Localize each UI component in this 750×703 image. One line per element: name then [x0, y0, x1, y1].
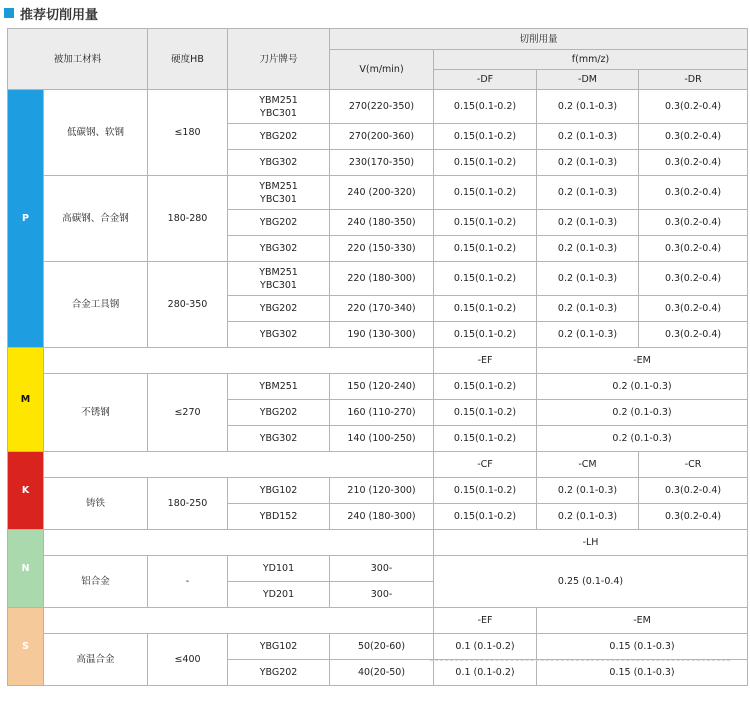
- speed-cell: 190 (130-300): [330, 322, 434, 348]
- header-col-dm: -DM: [537, 70, 639, 90]
- grade-cell: YBM251: [228, 374, 330, 400]
- feed-cell: 0.3(0.2-0.4): [639, 176, 748, 210]
- table-row: [8, 262, 748, 296]
- group-badge-k: K: [8, 452, 44, 530]
- table-row: [8, 374, 748, 400]
- table-row: [8, 90, 748, 124]
- feed-cell: 0.3(0.2-0.4): [639, 504, 748, 530]
- group-badge-p: P: [8, 90, 44, 348]
- header-material: 被加工材料: [8, 29, 148, 90]
- feed-cell: 0.15(0.1-0.2): [434, 210, 537, 236]
- grade-cell: YBM251 YBC301: [228, 262, 330, 296]
- group-badge-s: S: [8, 608, 44, 686]
- feed-cell: 0.15(0.1-0.2): [434, 426, 537, 452]
- group-badge-n: N: [8, 530, 44, 608]
- table-row: [8, 348, 748, 374]
- sub-header-em: -EM: [537, 348, 748, 374]
- feed-cell: 0.15(0.1-0.2): [434, 236, 537, 262]
- table-row: [8, 176, 748, 210]
- table-row: [8, 478, 748, 504]
- speed-cell: 270(200-360): [330, 124, 434, 150]
- feed-cell: 0.3(0.2-0.4): [639, 296, 748, 322]
- blank-cell: [44, 348, 434, 374]
- grade-cell: YBG202: [228, 210, 330, 236]
- feed-cell: 0.2 (0.1-0.3): [537, 124, 639, 150]
- feed-cell: 0.15(0.1-0.2): [434, 478, 537, 504]
- sub-header-ef: -EF: [434, 348, 537, 374]
- speed-cell: 140 (100-250): [330, 426, 434, 452]
- grade-cell: YBG302: [228, 236, 330, 262]
- speed-cell: 210 (120-300): [330, 478, 434, 504]
- speed-cell: 300-: [330, 556, 434, 582]
- feed-cell: 0.15 (0.1-0.3): [537, 634, 748, 660]
- speed-cell: 150 (120-240): [330, 374, 434, 400]
- feed-cell: 0.2 (0.1-0.3): [537, 426, 748, 452]
- feed-cell: 0.3(0.2-0.4): [639, 322, 748, 348]
- feed-cell: 0.3(0.2-0.4): [639, 124, 748, 150]
- feed-cell: 0.3(0.2-0.4): [639, 210, 748, 236]
- feed-cell: 0.2 (0.1-0.3): [537, 262, 639, 296]
- feed-cell: 0.3(0.2-0.4): [639, 262, 748, 296]
- hardness-cell: ≤270: [148, 374, 228, 452]
- material-cell: 合金工具钢: [44, 262, 148, 348]
- header-hardness: 硬度HB: [148, 29, 228, 90]
- blank-cell: [44, 530, 434, 556]
- feed-cell: 0.2 (0.1-0.3): [537, 90, 639, 124]
- speed-cell: 230(170-350): [330, 150, 434, 176]
- header-feed: f(mm/z): [434, 50, 748, 70]
- feed-cell: 0.2 (0.1-0.3): [537, 210, 639, 236]
- material-cell: 不锈钢: [44, 374, 148, 452]
- speed-cell: 240 (200-320): [330, 176, 434, 210]
- hardness-cell: 280-350: [148, 262, 228, 348]
- speed-cell: 220 (170-340): [330, 296, 434, 322]
- blank-cell: [44, 452, 434, 478]
- sub-header-cm: -CM: [537, 452, 639, 478]
- speed-cell: 50(20-60): [330, 634, 434, 660]
- square-bullet-icon: [4, 8, 14, 18]
- table-row: [8, 556, 748, 582]
- hardness-cell: ≤400: [148, 634, 228, 686]
- feed-cell: 0.15(0.1-0.2): [434, 322, 537, 348]
- table-row: [8, 634, 748, 660]
- feed-cell: 0.2 (0.1-0.3): [537, 176, 639, 210]
- section-title: [4, 2, 98, 24]
- feed-cell: 0.15(0.1-0.2): [434, 90, 537, 124]
- feed-cell: 0.2 (0.1-0.3): [537, 478, 639, 504]
- feed-cell: 0.25 (0.1-0.4): [434, 556, 748, 608]
- grade-cell: YBG102: [228, 634, 330, 660]
- feed-cell: 0.15(0.1-0.2): [434, 504, 537, 530]
- feed-cell: 0.15(0.1-0.2): [434, 262, 537, 296]
- grade-cell: YBG202: [228, 400, 330, 426]
- blank-cell: [44, 608, 434, 634]
- material-cell: 高温合金: [44, 634, 148, 686]
- feed-cell: 0.1 (0.1-0.2): [434, 660, 537, 686]
- speed-cell: 220 (180-300): [330, 262, 434, 296]
- feed-cell: 0.15(0.1-0.2): [434, 176, 537, 210]
- speed-cell: 270(220-350): [330, 90, 434, 124]
- section-title-text: 推荐切削用量: [20, 7, 99, 23]
- hardness-cell: ≤180: [148, 90, 228, 176]
- speed-cell: 220 (150-330): [330, 236, 434, 262]
- hardness-cell: 180-280: [148, 176, 228, 262]
- grade-cell: YBG202: [228, 124, 330, 150]
- feed-cell: 0.3(0.2-0.4): [639, 90, 748, 124]
- header-cutting: 切削用量: [330, 29, 748, 50]
- watermark-line: [430, 660, 730, 665]
- material-cell: 高碳钢、合金钢: [44, 176, 148, 262]
- material-cell: 低碳钢、软钢: [44, 90, 148, 176]
- grade-cell: YBG302: [228, 322, 330, 348]
- grade-cell: YBG202: [228, 296, 330, 322]
- feed-cell: 0.3(0.2-0.4): [639, 478, 748, 504]
- feed-cell: 0.15 (0.1-0.3): [537, 660, 748, 686]
- grade-cell: YBM251 YBC301: [228, 90, 330, 124]
- grade-cell: YD201: [228, 582, 330, 608]
- speed-cell: 240 (180-300): [330, 504, 434, 530]
- feed-cell: 0.2 (0.1-0.3): [537, 374, 748, 400]
- feed-cell: 0.1 (0.1-0.2): [434, 634, 537, 660]
- feed-cell: 0.2 (0.1-0.3): [537, 322, 639, 348]
- feed-cell: 0.15(0.1-0.2): [434, 150, 537, 176]
- speed-cell: 160 (110-270): [330, 400, 434, 426]
- speed-cell: 240 (180-350): [330, 210, 434, 236]
- grade-cell: YBG102: [228, 478, 330, 504]
- table-row: [8, 452, 748, 478]
- sub-header-cr: -CR: [639, 452, 748, 478]
- feed-cell: 0.2 (0.1-0.3): [537, 504, 639, 530]
- material-cell: 铝合金: [44, 556, 148, 608]
- grade-cell: YBM251 YBC301: [228, 176, 330, 210]
- header-col-df: -DF: [434, 70, 537, 90]
- grade-cell: YBG202: [228, 660, 330, 686]
- header-grade: 刀片牌号: [228, 29, 330, 90]
- header-speed: V(m/min): [330, 50, 434, 90]
- sub-header-ef: -EF: [434, 608, 537, 634]
- feed-cell: 0.3(0.2-0.4): [639, 236, 748, 262]
- feed-cell: 0.15(0.1-0.2): [434, 124, 537, 150]
- header-col-dr: -DR: [639, 70, 748, 90]
- sub-header-lh: -LH: [434, 530, 748, 556]
- feed-cell: 0.2 (0.1-0.3): [537, 296, 639, 322]
- grade-cell: YBG302: [228, 150, 330, 176]
- feed-cell: 0.15(0.1-0.2): [434, 374, 537, 400]
- material-cell: 铸铁: [44, 478, 148, 530]
- feed-cell: 0.3(0.2-0.4): [639, 150, 748, 176]
- feed-cell: 0.2 (0.1-0.3): [537, 236, 639, 262]
- sub-header-cf: -CF: [434, 452, 537, 478]
- feed-cell: 0.15(0.1-0.2): [434, 296, 537, 322]
- table-row: [8, 530, 748, 556]
- sub-header-em: -EM: [537, 608, 748, 634]
- feed-cell: 0.2 (0.1-0.3): [537, 400, 748, 426]
- grade-cell: YBG302: [228, 426, 330, 452]
- group-badge-m: M: [8, 348, 44, 452]
- feed-cell: 0.2 (0.1-0.3): [537, 150, 639, 176]
- feed-cell: 0.15(0.1-0.2): [434, 400, 537, 426]
- table-row: [8, 608, 748, 634]
- speed-cell: 40(20-50): [330, 660, 434, 686]
- grade-cell: YBD152: [228, 504, 330, 530]
- hardness-cell: 180-250: [148, 478, 228, 530]
- cutting-parameters-table: [7, 28, 748, 686]
- hardness-cell: -: [148, 556, 228, 608]
- speed-cell: 300-: [330, 582, 434, 608]
- grade-cell: YD101: [228, 556, 330, 582]
